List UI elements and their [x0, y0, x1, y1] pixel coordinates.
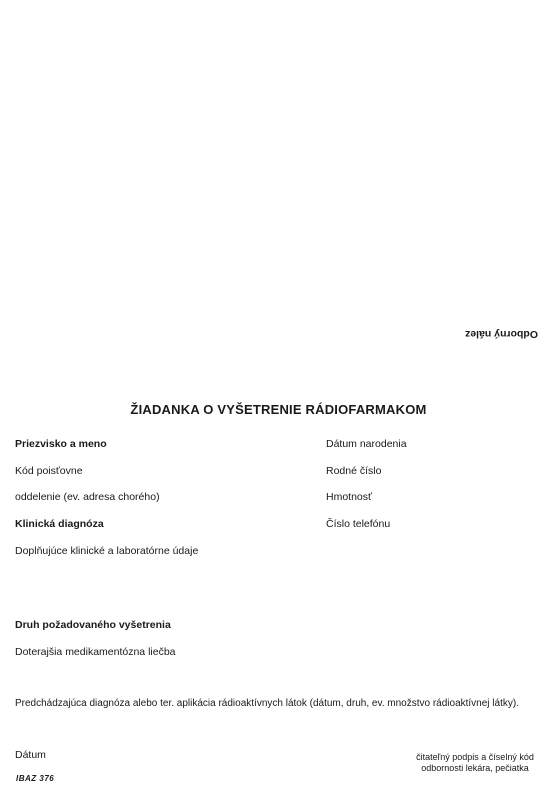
upside-down-label: Odborný nález — [465, 328, 538, 340]
insurance-code-label: Kód poisťovne — [15, 465, 83, 477]
name-label: Priezvisko a meno — [15, 438, 107, 450]
birth-number-label: Rodné číslo — [326, 465, 382, 477]
signature-line-1: čitateľný podpis a číselný kód — [416, 752, 534, 762]
weight-label: Hmotnosť — [326, 491, 372, 503]
phone-label: Číslo telefónu — [326, 518, 391, 530]
exam-type-label: Druh požadovaného vyšetrenia — [15, 619, 171, 631]
birth-date-label: Dátum narodenia — [326, 438, 407, 450]
department-label: oddelenie (ev. adresa chorého) — [15, 491, 160, 503]
medication-label: Doterajšia medikamentózna liečba — [15, 646, 176, 658]
signature-line-2: odbornosti lekára, pečiatka — [421, 763, 529, 773]
signature-note — [405, 752, 545, 774]
additional-data-label: Doplňujúce klinické a laboratórne údaje — [15, 545, 199, 557]
previous-diagnosis-label: Predchádzajúca diagnóza alebo ter. aplikácia rádioaktívnych látok (dátum, druh, ev. množstvo rádioaktívnej látky). — [15, 698, 519, 709]
date-label: Dátum — [15, 749, 46, 761]
clinical-diagnosis-label: Klinická diagnóza — [15, 518, 104, 530]
form-title: ŽIADANKA O VYŠETRENIE RÁDIOFARMAKOM — [130, 402, 427, 417]
form-code: IBAZ 376 — [16, 774, 55, 783]
